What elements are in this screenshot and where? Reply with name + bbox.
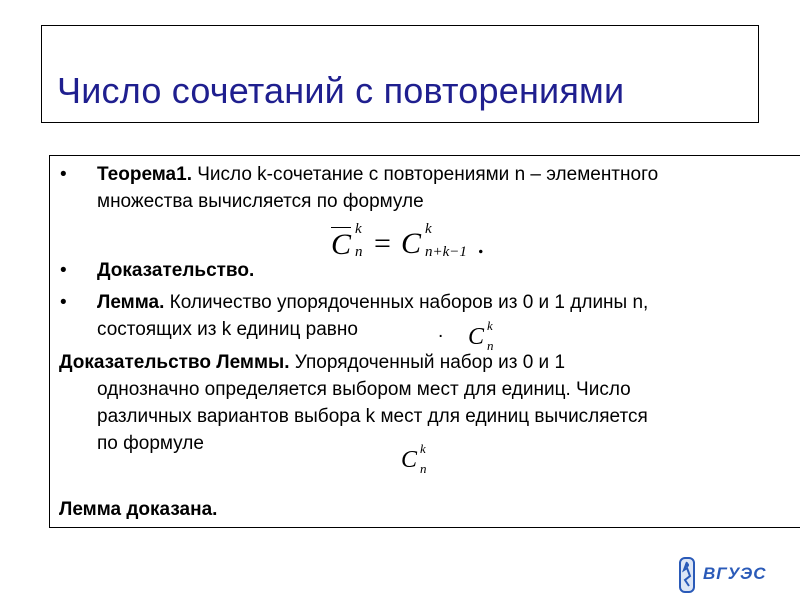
theorem-line-1 — [97, 163, 658, 187]
lemma-proof-line-2: однозначно определяется выбором мест для единиц. Число — [97, 379, 631, 400]
bullet-proof: • — [60, 260, 67, 281]
formula-rhs-sub: n+k−1 — [425, 244, 467, 260]
formula-lhs-sup: k — [355, 221, 362, 237]
logo-emblem-icon — [673, 556, 701, 594]
theorem-text-1: Число k-сочетание с повторениями n – элементного — [191, 164, 659, 185]
lemma-dot: . — [438, 321, 444, 342]
formula-proof-sup: k — [420, 441, 426, 456]
formula-end: . — [477, 227, 485, 260]
title-box — [41, 25, 759, 123]
bullet-lemma: • — [60, 292, 67, 313]
formula-lemma-sub: n — [487, 338, 494, 353]
formula-proof — [401, 443, 441, 479]
lemma-text-1: Количество упорядоченных наборов из 0 и 1 длины n, — [164, 292, 649, 313]
proof-label: Доказательство. — [97, 260, 255, 281]
lemma-proof-label: Доказательство Леммы. — [59, 352, 290, 373]
formula-lhs-base: C — [331, 228, 352, 261]
university-logo — [673, 556, 773, 594]
lemma-proof-line-3: различных вариантов выбора k мест для единиц вычисляется — [97, 406, 648, 427]
bullet-theorem: • — [60, 164, 67, 185]
lemma-label: Лемма. — [97, 292, 165, 313]
lemma-line-2: состоящих из k единиц равно — [97, 319, 358, 340]
formula-rhs-base: C — [401, 227, 422, 260]
lemma-proof-line-1 — [59, 351, 565, 375]
formula-equals: = — [374, 227, 391, 260]
formula-proof-base: C — [401, 447, 418, 473]
slide-title: Число сочетаний с повторениями — [57, 70, 625, 111]
lemma-proof-line-4: по формуле — [97, 433, 204, 454]
lemma-proof-text-1: Упорядоченный набор из 0 и 1 — [289, 352, 566, 373]
logo-text: ВГУЭС — [703, 564, 767, 583]
formula-main — [331, 222, 501, 262]
formula-rhs-sup: k — [425, 221, 432, 237]
theorem-label: Теорема1. — [97, 164, 192, 185]
lemma-line-1 — [97, 291, 648, 315]
theorem-line-2: множества вычисляется по формуле — [97, 191, 424, 212]
formula-lemma-base: C — [468, 324, 485, 350]
formula-proof-sub: n — [420, 461, 427, 476]
formula-lemma-sup: k — [487, 318, 493, 333]
content-box — [49, 155, 800, 528]
formula-lhs-sub: n — [355, 244, 363, 260]
lemma-done: Лемма доказана. — [59, 499, 218, 520]
